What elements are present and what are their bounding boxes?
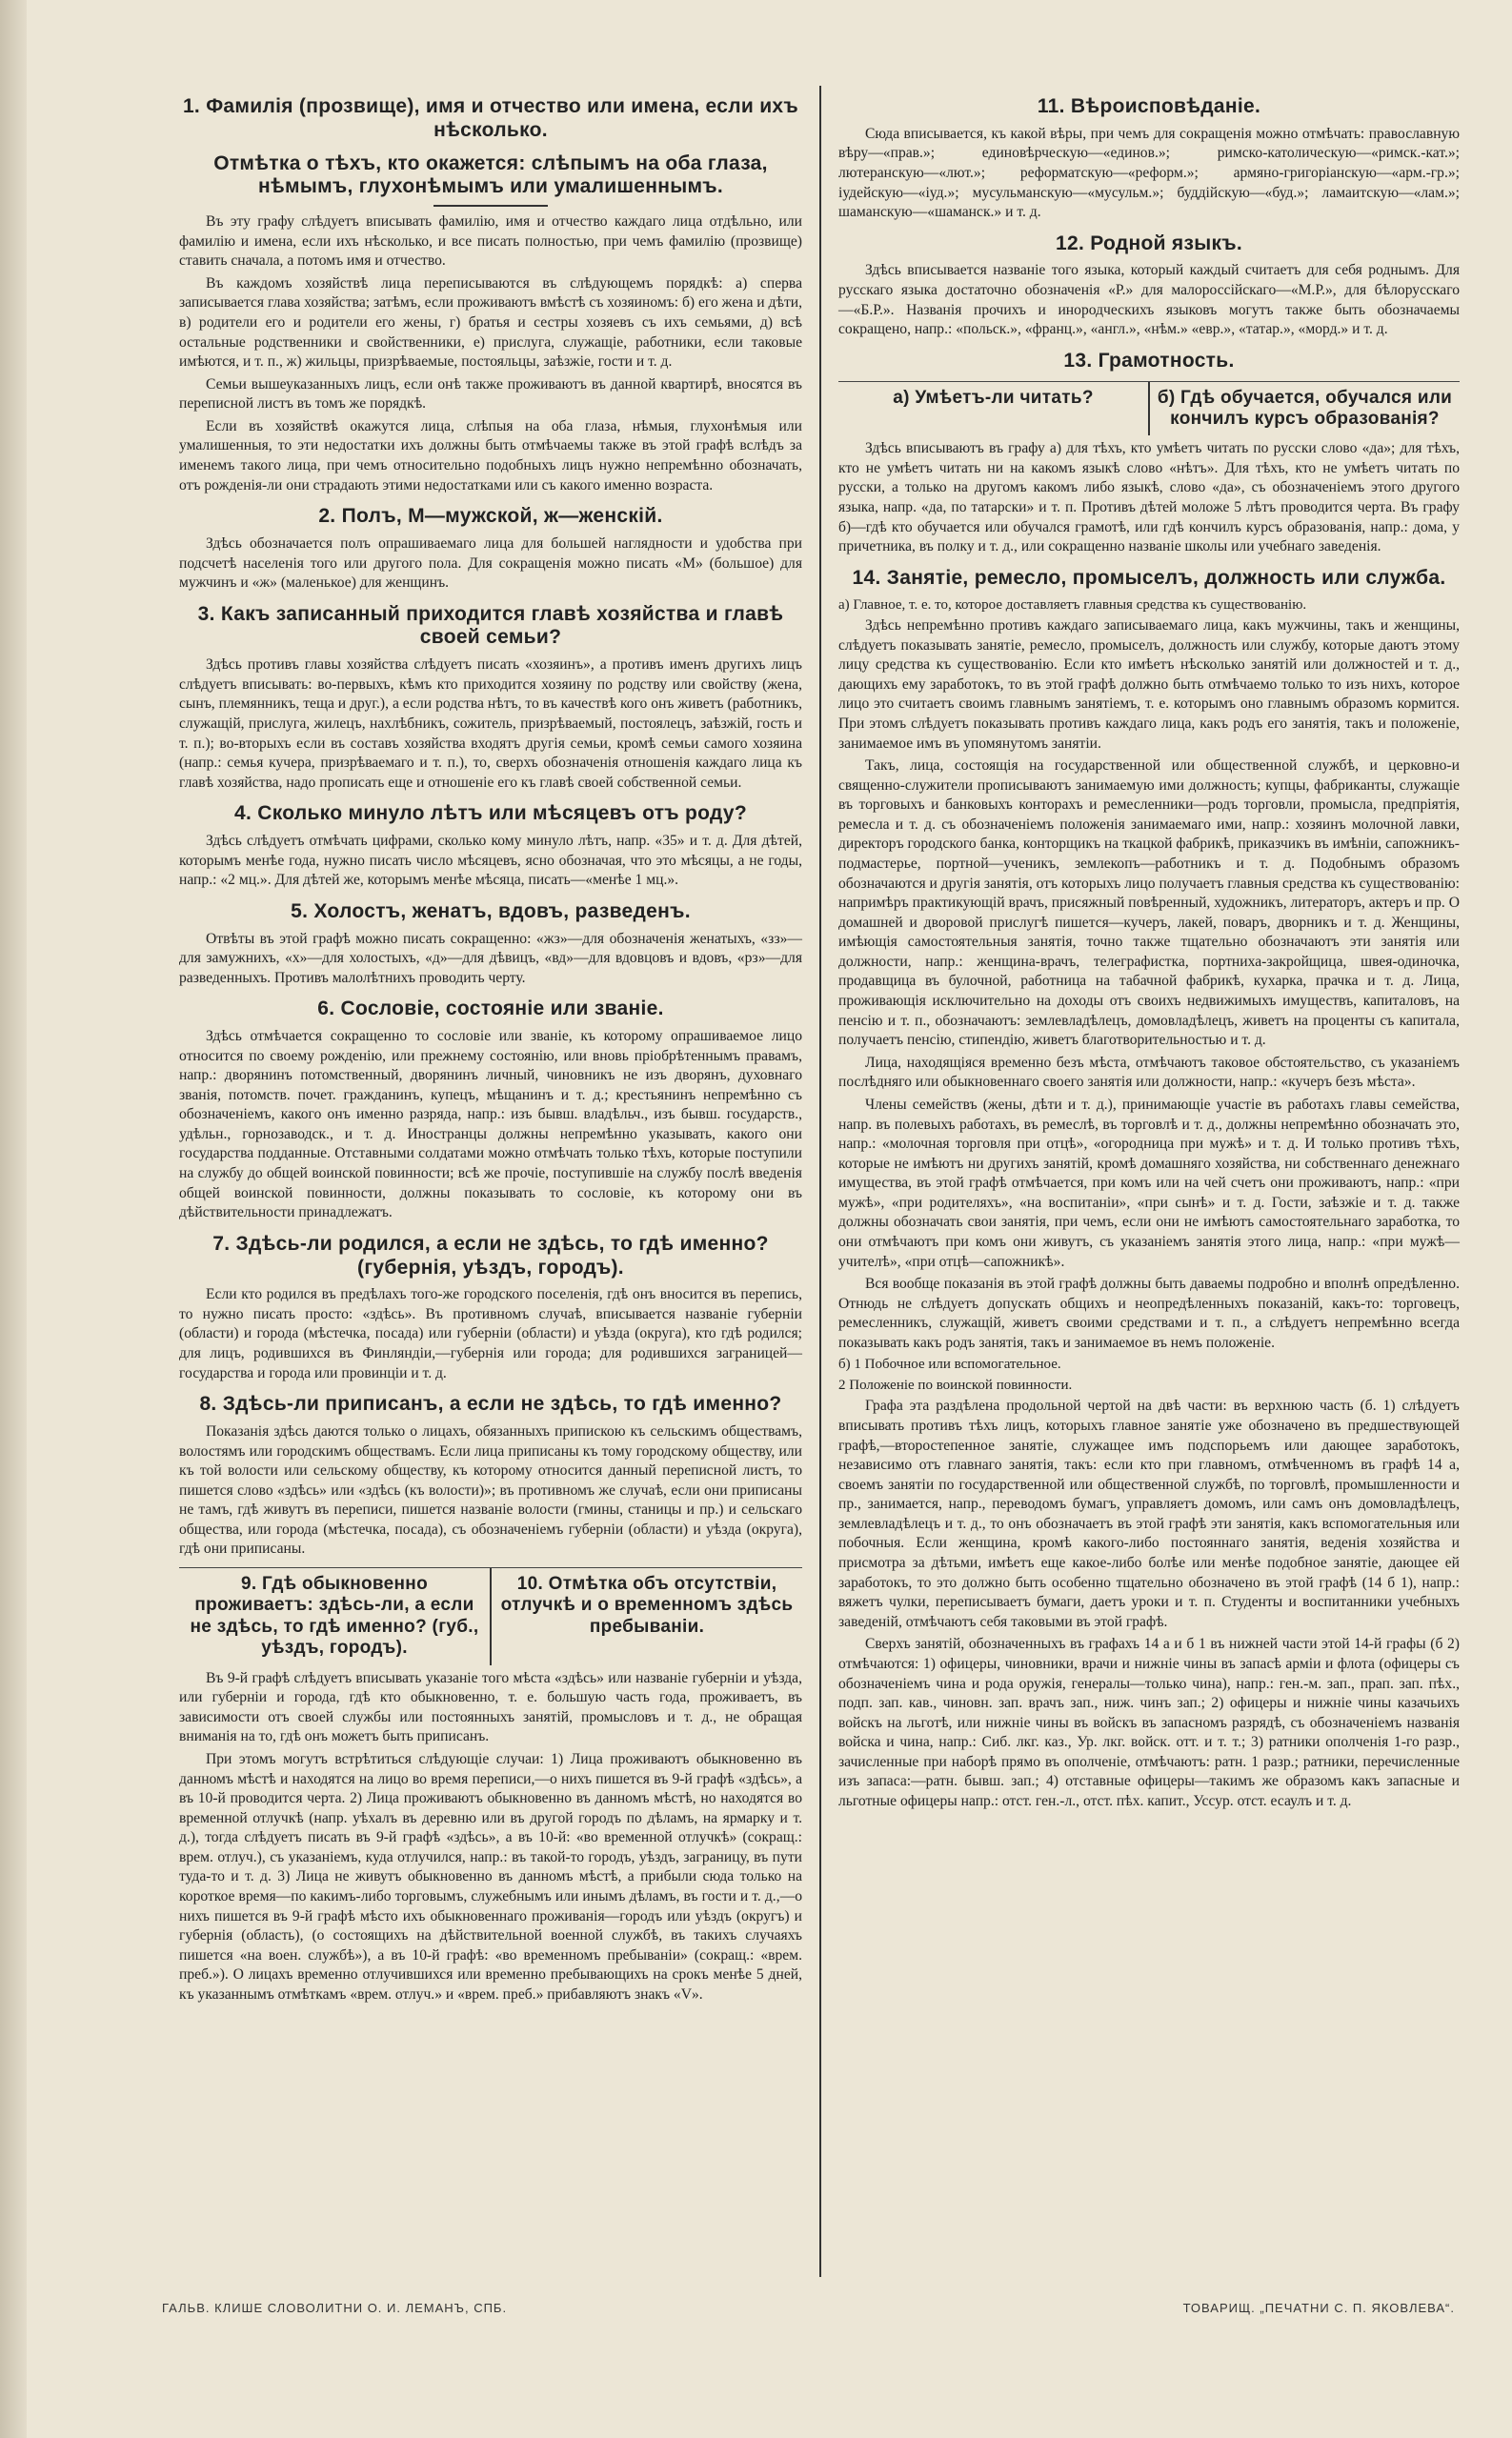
paragraph: Вся вообще показанія въ этой графѣ должны быть даваемы подробно и вполнѣ опредѣленно. Отнюдь не слѣдуетъ допускать общихъ и неопредѣленныхъ показаній, какъ-то: торговецъ, ремесленникъ, служащій, живетъ своими средствами и т. п., а слѣдуетъ непремѣнно всегда показывать какъ родъ занятія, такъ и занимаемое въ немъ положеніе. [838,1276,1460,1351]
section-13b-header [1148,382,1460,436]
section-1-subtitle: Отмѣтка о тѣхъ, кто окажется: слѣпымъ на оба глаза, нѣмымъ, глухонѣмымъ или умалишеннымъ. [213,151,768,198]
paragraph: Отвѣты въ этой графѣ можно писать сокращенно: «жз»—для обозначенія женатыхъ, «зз»—для замужнихъ, «х»—для холостыхъ, «д»—для дѣвицъ, «вд»—для вдовцовъ и вдовъ, «рз»—для разведенныхъ. Противъ малолѣтнихъ проводить черту. [179,930,802,986]
section-10-header [490,1568,802,1665]
paragraph: Сверхъ занятій, обозначенныхъ въ графахъ 14 а и б 1 въ нижней части этой 14-й графы (б 2) отмѣчаются: 1) офицеры, чиновники, врачи и нижніе чины въ запасѣ арміи и флота (офицеры съ обозначеніемъ чина и рода оружія, генералы—только чина), напр.: ген.-м. зап., прап. зап. пѣх., подп. зап. кав., чиновн. зап. врачъ зап., ниж. чинъ зап.; 2) офицеры и нижніе чины казачьихъ войскъ на льготѣ, или нижніе чины въ войскъ въ запасномъ разрядѣ, съ обозначеніемъ названія войска и чина, напр.: Сиб. лкг. каз., Ур. лкг. войск. отт. и т. т.; 3) ратники ополченія 1-го разр., зачисленные при наборѣ прямо въ ополченіе, отмѣчаютъ: ратн. 1 разр.; ратники, перечисленные изъ запаса:—ратн. бывш. зап.; 4) отставные офицеры—такимъ же образомъ какъ запасные и льготные офицеры напр.: отст. ген.-л., отст. пѣх. капит., Уссур. отст. есаулъ и т. д. [838,1636,1460,1809]
paragraph: Здѣсь непремѣнно противъ каждаго записываемаго лица, какъ мужчины, такъ и женщины, слѣдуетъ показывать занятіе, ремесло, промыселъ, должность или службу, которые даютъ этому лицу средства къ существованію. Если кто имѣетъ нѣсколько занятій или должностей и т. д., дающихъ ему заработокъ, то въ этой графѣ должно быть отмѣчаемо только то изъ нихъ, которое лицо это считаетъ своимъ главнымъ занятіемъ, т. е. которымъ оно главнымъ образомъ кормится. При этомъ слѣдуетъ показывать противъ каждаго лица, какъ родъ его занятія, такъ и положеніе, занимаемое имъ въ упомянутомъ занятіи. [838,617,1460,752]
section-10-title: 10. Отмѣтка объ отсутствіи, отлучкѣ и о временномъ здѣсь пребываніи. [500,1574,794,1637]
section-4-title: 4. Сколько минуло лѣтъ или мѣсяцевъ отъ роду? [233,802,748,825]
paragraph: Здѣсь вписывается названіе того языка, который каждый считаетъ для себя роднымъ. Для русскаго языка достаточно обозначенія «Р.» для малороссійскаго—«М.Р.», для бѣлорусскаго—«Б.Р.». Названія прочихъ и инородческихъ языковъ могутъ также быть обозначаемы сокращено, напр.: «польск.», «франц.», «англ.», «нѣм.» «евр.», «татар.», «морд.» и т. д. [838,262,1460,338]
section-5-title: 5. Холостъ, женатъ, вдовъ, разведенъ. [291,899,691,922]
section-8-title: 8. Здѣсь-ли приписанъ, а если не здѣсь, то гдѣ именно? [199,1393,782,1416]
section-2-title: 2. Полъ, М—мужской, ж—женскій. [318,505,663,528]
paragraph: Если кто родился въ предѣлахъ того-же городского поселенія, гдѣ онъ вносится въ перепись, то нужно писать просто: «здѣсь». Въ противномъ случаѣ, вписывается названіе губерніи (области) и города (мѣстечка, посада) или губерніи (области) и уѣзда (округа), кто гдѣ родился; для лицъ, родившихся въ Финляндіи,—губернія или города; для родившихся заграницей—государства и города или провинціи и т. д. [179,1286,802,1381]
paragraph: Въ эту графу слѣдуетъ вписывать фамилію, имя и отчество каждаго лица отдѣльно, или фамилію и имена, если ихъ нѣсколько, и все писать полностью, при чемъ фамилію (прозвище) ставить сначала, а потомъ имя и отчество. [179,213,802,270]
paragraph: Здѣсь вписываютъ въ графу а) для тѣхъ, кто умѣетъ читать по русски слово «да»; для тѣхъ, кто не умѣетъ читать ни на какомъ языкѣ слово «нѣтъ». Для тѣхъ, кто не умѣетъ читать по русски, а только на другомъ какомъ либо языкѣ, слово «да», съ обозначеніемъ этого другого языка, напр. «да, по татарски» и т. п. Противъ дѣтей моложе 5 лѣтъ проводится черта. Въ графу б)—гдѣ кто обучается или обучался грамотѣ, или гдѣ кончилъ курсъ образованія, напр.: дома, у причетника, въ полку и т. д., или сокращенно названіе школы или учебнаго заведенія. [838,440,1460,555]
paragraph: Показанія здѣсь даются только о лицахъ, обязанныхъ припискою къ сельскимъ обществамъ, волостямъ или городскимъ обществамъ. Если лица приписаны къ тому городскому обществу, или къ той волости или сельскому обществу, къ которому относится данный переписной листъ, то пишется слово «здѣсь» или «здѣсь (къ волости)»; въ противномъ же случаѣ, если они приписаны не тамъ, гдѣ живутъ въ переписи, пишется названіе волости (гмины, станицы и пр.) и сельскаго общества, или города (мѣстечка, посада), съ обозначеніемъ губерніи (области) и уѣзда (округа), гдѣ они приписаны. [179,1422,802,1558]
divider [433,205,548,207]
section-9-header [179,1568,490,1665]
section-11-title: 11. Вѣроисповѣданіе. [1037,95,1261,117]
paragraph: Здѣсь отмѣчается сокращенно то сословіе или званіе, къ которому опрашиваемое лицо относится по своему рожденію, или прежнему состоянію, или вновь пріобрѣтеннымъ правамъ, напр.: дворянинъ потомственный, дворянинъ личный, чиновникъ не изъ дворянъ, духовнаго званія, потомств. почет. гражданинъ, купецъ, мѣщанинъ и т. д.; крестьянинъ непремѣнно съ обозначеніемъ, какого онъ именно разряда, напр.: изъ бывш. владѣльч., изъ бывш. государств., удѣльн., горнозаводск., и т. д. Иностранцы должны непремѣнно указывать, какого они государства подданные. Отставными солдатами можно отмѣчать только тѣхъ, которые поступили на службу до общей воинской повинности; всѣ же прочіе, поступившіе на службу послѣ введенія общей воинской повинности, должны показывать то сословіе, къ которому они въ дѣйствительности принадлежатъ. [179,1028,802,1221]
left-column [162,86,819,2277]
section-13b-title: б) Гдѣ обучается, обучался или кончилъ курсъ образованія? [1157,387,1453,429]
paragraph: Здѣсь слѣдуетъ отмѣчать цифрами, сколько кому минуло лѣтъ, напр. «35» и т. д. Для дѣтей, которымъ менѣе года, нужно писать число мѣсяцевъ, ясно обозначая, что это мѣсяцы, а не годы, напр.: «2 мц.». Для дѣтей же, которымъ менѣе мѣсяца, писать—«менѣе 1 мц.». [179,833,802,889]
paragraph: Лица, находящіяся временно безъ мѣста, отмѣчаютъ таковое обстоятельство, съ указаніемъ послѣдняго или обыкновеннаго своего занятія или должности, напр.: «кучеръ безъ мѣста». [838,1054,1460,1091]
section-12-title: 12. Родной языкъ. [1055,232,1243,254]
paragraph: Семьи вышеуказанныхъ лицъ, если онѣ также проживаютъ въ данной квартирѣ, вносятся въ переписной листъ въ томъ же порядкѣ. [179,375,802,413]
paragraph: При этомъ могутъ встрѣтиться слѣдующіе случаи: 1) Лица проживаютъ обыкновенно въ данномъ мѣстѣ и находятся на лицо во время переписи,—о нихъ пишется въ 9-й графѣ «здѣсь», а въ 10-й проводится черта. 2) Лица проживаютъ обыкновенно въ данномъ мѣстѣ, но находятся во временной отлучкѣ (напр. уѣхалъ въ деревню или въ другой городъ по дѣламъ, на ярмарку и т. д.), тогда слѣдуетъ писать въ 9-й графѣ «здѣсь», а въ 10-й: «во временной отлучкѣ» (сокращ.: врем. отлуч.), съ указаніемъ, куда отлучился, напр.: въ такой-то городъ, уѣздъ, заграницу, въ пути туда-то и т. д. 3) Лица не живутъ обыкновенно въ данномъ мѣстѣ, а прибыли сюда только на короткое время—по какимъ-либо торговымъ, служебнымъ или инымъ дѣламъ, въ гости и т. д.,—о нихъ пишется въ 9-й графѣ мѣсто ихъ обыкновеннаго проживанія—городъ или уѣздъ (округъ) и губернія (область), (о состоящихъ на дѣйствительной военной службѣ, въ такихъ случаяхъ пишется «на воен. службѣ»), а въ 10-й графѣ: «во временномъ пребываніи» (сокращ.: «врем. преб.»). О лицахъ временно отлучившихся или временно пребывающихъ на срокъ менѣе 5 дней, къ указаннымъ отмѣткамъ «врем. отлуч.» и «врем. преб.» прибавляютъ знакъ «V». [179,1750,802,2003]
section-6-title: 6. Сословіе, состояніе или званіе. [317,997,664,1020]
section-1-title: 1. Фамилія (прозвище), имя и отчество или имена, если ихъ нѣсколько. [182,95,799,141]
paragraph: Здѣсь обозначается полъ опрашиваемаго лица для большей наглядности и удобства при подсчетѣ населенія того или другого пола. Для сокращенія можно писать «М» (большое) для мужчинъ и «ж» (маленькое) для женщинъ. [179,534,802,592]
footer-left: ГАЛЬВ. КЛИШЕ СЛОВОЛИТНИ О. И. ЛЕМАНЪ, СПБ. [162,2301,508,2315]
section-14-title: 14. Занятіе, ремесло, промыселъ, должность или служба. [852,566,1446,589]
section-9-title: 9. Гдѣ обыкновенно проживаетъ: здѣсь-ли, а если не здѣсь, то гдѣ именно? (губ., уѣздъ, городъ). [190,1574,479,1659]
section-14b2-subtitle: 2 Положеніе по воинской повинности. [838,1377,1073,1393]
right-column [819,86,1477,2277]
section-13-header [838,381,1460,436]
section-9-10-header [179,1567,802,1665]
footer-right: ТОВАРИЩ. „ПЕЧАТНИ С. П. ЯКОВЛЕВА“. [1182,2301,1455,2315]
section-14b1-subtitle: б) 1 Побочное или вспомогательное. [838,1357,1061,1373]
paragraph: Такъ, лица, состоящія на государственной или общественной службѣ, и церковно-и священно-служители прописываютъ занимаемую ими должность; купцы, фабриканты, служащіе въ торговыхъ и банковыхъ конторахъ и ремесленники—родъ торговли, промысла, предпріятія, ремесла и т. д. съ обозначеніемъ положенія занимаемаго ими, напр.: хозяинъ молочной лавки, директоръ городского банка, конторщикъ на ткацкой фабрикѣ, приказчикъ въ имѣніи, сапожникъ-подмастерье, портной—ученикъ, землекопъ—работникъ и т. д. Подобнымъ образомъ обозначаются и другія занятія, отъ которыхъ лицо получаетъ главныя средства къ существованію: напримѣръ практикующій врачъ, присяжный повѣренный, художникъ, литераторъ, актеръ и пр. О домашней и дворовой прислугѣ пишется—кучеръ, лакей, поваръ, дворникъ и т. д. Женщины, имѣющія самостоятельныя занятія, точно также тщательно обозначаютъ эти занятія или должности, напр.: женщина-врачъ, телеграфистка, портниха-закройщица, швея-одиночка, продавщица въ булочной, работница на табачной фабрикѣ, кухарка, прачка и т. д. Лица, проживающія исключительно на доходы отъ своихъ недвижимыхъ имуществъ, капиталовъ, на пенсію и т. п., обозначаютъ: землевладѣлецъ, домовладѣлецъ, живетъ на проценты съ капитала, получаетъ пенсію, стипендію, живетъ благотворительностью и т. д. [838,757,1460,1049]
section-13a-header [838,382,1148,436]
paragraph: Графа эта раздѣлена продольной чертой на двѣ части: въ верхнюю часть (б. 1) слѣдуетъ вписывать противъ тѣхъ лицъ, которыхъ главное занятіе уже обозначено въ предшествующей графѣ,—второстепенное занятіе, служащее имъ подспорьемъ или дающее заработокъ, независимо отъ главнаго занятія, такъ: если кто при главномъ, отмѣченномъ въ графѣ 14 а, своемъ занятіи по государственной или общественной службѣ, по торговлѣ, промышленности и пр., занимается, напр., переводомъ бумагъ, управляетъ домомъ, или самъ онъ домовладѣлецъ, землевладѣлецъ и т. д., то онъ обозначаетъ въ этой графѣ эти занятія, какъ вспомогательныя или побочныя. Если женщина, кромѣ какого-либо постояннаго занятія, веденія хозяйства и присмотра за дѣтьми, имѣетъ еще какое-либо болѣе или менѣе подобное занятіе, дающее ей заработокъ, то это должно быть особенно тщательно обозначено въ этой графѣ (14 б 1), напр.: вяжетъ чулки, переписываетъ бумаги, даетъ уроки и т. п. Студенты и воспитанники учебныхъ заведеній, отмѣчаютъ себя таковыми въ этой графѣ. [838,1398,1460,1630]
paragraph: Сюда вписывается, къ какой вѣры, при чемъ для сокращенія можно отмѣчать: православную вѣру—«прав.»; единовѣрческую—«единов.»; римско-католическую—«римск.-кат.»; лютеранскую—«лют.»; реформатскую—«реформ.»; армяно-григоріанскую—«арм.-гр.»; іудейскую—«іуд.»; мусульманскую—«мусульм.»; буддійскую—«буд.»; ламаитскую—«лам.»; шаманскую—«шаманск.» и т. д. [838,125,1460,221]
paragraph: Члены семействъ (жены, дѣти и т. д.), принимающіе участіе въ работахъ главы семейства, напр. въ полевыхъ работахъ, въ ремеслѣ, въ торговлѣ и т. д., должны непремѣнно обозначать это, напр.: «молочная торговля при отцѣ», «огородница при мужѣ» и т. д. И только противъ тѣхъ, которые не имѣютъ ни другихъ занятій, кромѣ домашняго хозяйства, ни собственнаго денежнаго имущества, въ этой графѣ отмѣчается, при комъ или на чей счетъ они проживаютъ, напр.: «при мужѣ», «при родителяхъ», «на воспитаніи», «при сынѣ» и т. д. Гости, заѣзжіе и т. д. также должны обозначать свои занятія, при чемъ, если они не имѣютъ самостоятельнаго заработка, то они отмѣчаютъ при комъ они живутъ, съ указаніемъ занятія этого лица, напр.: «при мужѣ—учителѣ», «при отцѣ—сапожникѣ». [838,1096,1460,1270]
section-13-title: 13. Грамотность. [1063,349,1235,372]
columns [162,86,1477,2277]
paragraph: Здѣсь противъ главы хозяйства слѣдуетъ писать «хозяинъ», а противъ именъ другихъ лицъ слѣдуетъ вписывать: во-первыхъ, кѣмъ кто приходится хозяину по родству или свойству (жена, сынъ, племянникъ, теща и друг.), а если родства нѣтъ, то въ качествѣ кого онъ живетъ (работникъ, служащій, прислуга, жилецъ, нахлѣбникъ, сожитель, призрѣваемый, постоялецъ, заѣзжій, гость и т. п.); во-вторыхъ если въ составъ хозяйства входятъ другія семьи, кромѣ семьи самого хозяина (напр.: семья кучера, призрѣваемаго и т. п.), то, сверхъ обозначенія отношенія каждаго лица къ главѣ хозяйства, надо прописать еще и отношеніе его къ главѣ своей собственной семьи. [179,656,802,791]
section-3-title: 3. Какъ записанный приходится главѣ хозяйства и главѣ своей семьи? [197,602,784,649]
section-7-title: 7. Здѣсь-ли родился, а если не здѣсь, то гдѣ именно? (губернія, уѣздъ, городъ). [212,1232,769,1279]
section-14a-subtitle: а) Главное, т. е. то, которое доставляетъ главныя средства къ существованію. [838,596,1307,613]
paragraph: Если въ хозяйствѣ окажутся лица, слѣпыя на оба глаза, нѣмыя, глухонѣмыя или умалишенныя, то эти недостатки ихъ должны быть отмѣчаемы также въ этой графѣ вслѣдъ за именемъ такого лица, при чемъ относительно подобныхъ лицъ нужно непремѣнно обозначать, отъ рожденія-ли они страдають этими недостатками или съ какого именно возраста. [179,417,802,494]
paragraph: Въ 9-й графѣ слѣдуетъ вписывать указаніе того мѣста «здѣсь» или названіе губерніи и уѣзда, или губерніи и города, гдѣ кто обыкновенно, т. е. большую часть года, проживаетъ, въ зависимости отъ своей службы или постоянныхъ занятій, промысловъ и т. д., не обращая вниманія на то, гдѣ онъ можетъ быть приписанъ. [179,1669,802,1745]
section-13a-title: а) Умѣетъ-ли читать? [893,387,1094,408]
paragraph: Въ каждомъ хозяйствѣ лица переписываются въ слѣдующемъ порядкѣ: а) сперва записывается глава хозяйства; затѣмъ, если проживаютъ вмѣстѣ съ хозяиномъ: б) его жена и дѣти, в) родители его и родители его жены, г) братья и сестры хозяевъ съ ихъ семьями, д) всѣ остальные родственники и свойственники, е) прислуга, служащіе, работники, если таковые имѣются, и т. п., ж) жильцы, призрѣваемые, постояльцы, заѣзжіе, гости и т. д. [179,274,802,371]
paper-edge [0,0,27,2438]
